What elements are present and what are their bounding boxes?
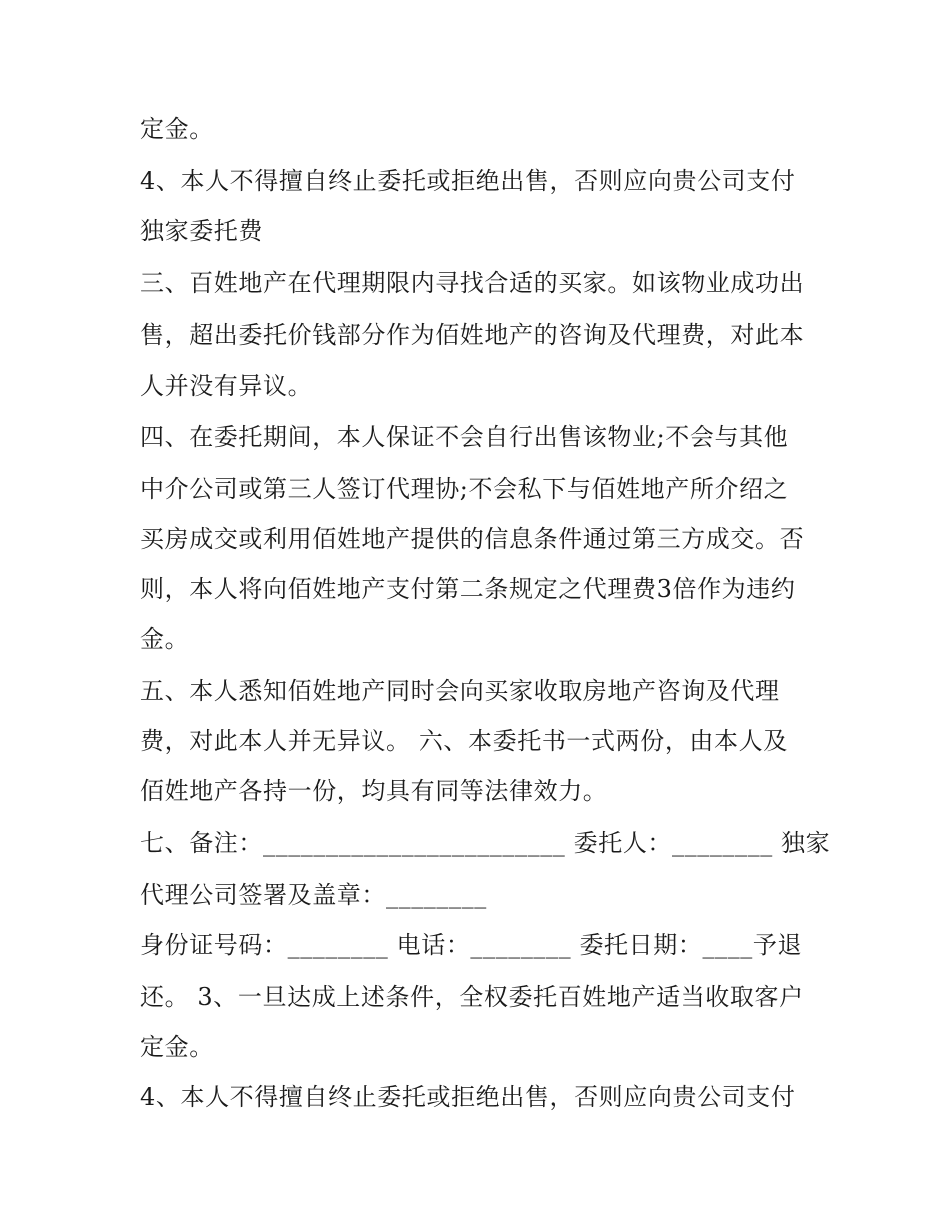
text-line: 中介公司或第三人签订代理协;不会私下与佰姓地产所介绍之 — [140, 475, 789, 503]
text-line: 佰姓地产各持一份，均具有同等法律效力。 — [140, 777, 608, 805]
text-line: 买房成交或利用佰姓地产提供的信息条件通过第三方成交。否 — [140, 525, 805, 553]
text-line: 四、在委托期间，本人保证不会自行出售该物业;不会与其他 — [140, 423, 789, 451]
text-line: 三、百姓地产在代理期限内寻找合适的买家。如该物业成功出 — [140, 269, 805, 297]
text-line: 还。 3、一旦达成上述条件，全权委托百姓地产适当收取客户 — [140, 983, 804, 1011]
text-line: 金。 — [140, 625, 190, 653]
text-line: 定金。 — [140, 115, 214, 143]
text-line: 独家委托费 — [140, 217, 263, 245]
text-line: 4、本人不得擅自终止委托或拒绝出售，否则应向贵公司支付 — [140, 167, 796, 195]
text-line: 人并没有异议。 — [140, 372, 313, 400]
text-line: 代理公司签署及盖章：________ — [140, 881, 487, 909]
text-line: 五、本人悉知佰姓地产同时会向买家收取房地产咨询及代理 — [140, 677, 780, 705]
text-line: 七、备注：________________________ 委托人：________ 独家 — [140, 829, 831, 857]
text-line: 定金。 — [140, 1033, 214, 1061]
text-line: 则，本人将向佰姓地产支付第二条规定之代理费3倍作为违约 — [140, 575, 796, 603]
text-line: 4、本人不得擅自终止委托或拒绝出售，否则应向贵公司支付 — [140, 1083, 796, 1111]
text-line: 身份证号码：________ 电话：________ 委托日期：____予退 — [140, 931, 803, 959]
text-line: 售，超出委托价钱部分作为佰姓地产的咨询及代理费，对此本 — [140, 321, 805, 349]
text-line: 费，对此本人并无异议。 六、本委托书一式两份，由本人及 — [140, 727, 788, 755]
